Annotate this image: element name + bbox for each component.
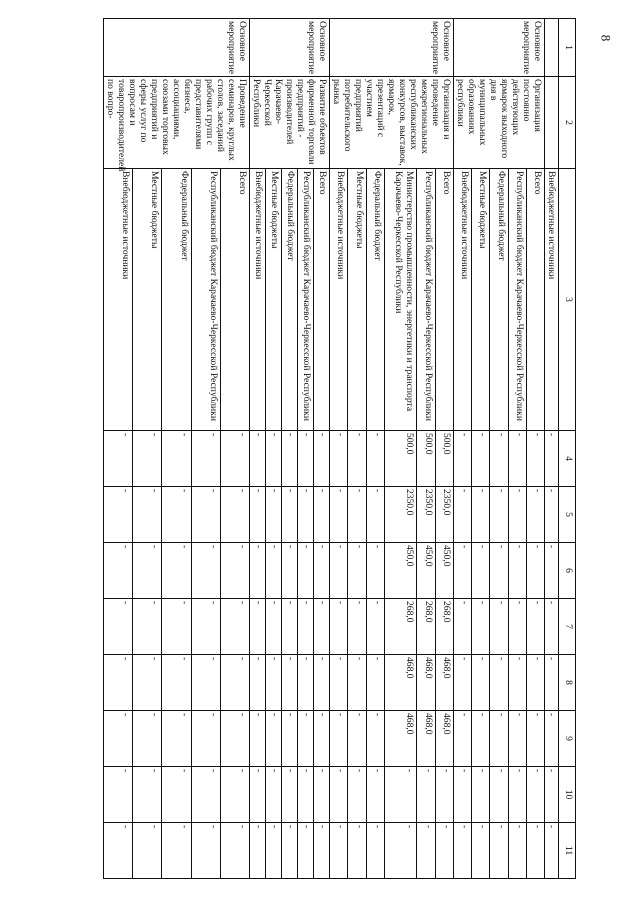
event-type-cell: Основное мероприятие [454,19,545,77]
amount-cell: - [366,431,384,487]
header-cell: 6 [559,543,576,599]
amount-cell: - [508,431,526,487]
amount-cell: - [133,767,162,823]
amount-cell: 468,0 [435,655,453,711]
amount-cell: - [330,655,348,711]
amount-cell: 450,0 [417,543,435,599]
amount-cell: - [162,543,191,599]
amount-cell: - [490,823,508,879]
amount-cell: - [348,711,366,767]
amount-cell: - [454,431,472,487]
funding-source-cell: Местные бюджеты [266,169,282,431]
amount-cell: - [104,823,133,879]
amount-cell: - [490,599,508,655]
amount-cell: - [330,487,348,543]
amount-cell: - [314,431,330,487]
amount-cell: - [266,431,282,487]
amount-cell: - [191,487,220,543]
rotated-table-wrapper [84,18,576,878]
amount-cell: - [220,711,249,767]
funding-source-cell: Внебюджетные источники [330,169,348,431]
amount-cell: - [191,655,220,711]
amount-cell: - [220,823,249,879]
amount-cell: - [545,823,559,879]
amount-cell: - [298,823,314,879]
funding-source-cell: Внебюджетные источники [545,169,559,431]
amount-cell: - [472,823,490,879]
amount-cell: - [298,543,314,599]
amount-cell: - [282,711,298,767]
amount-cell: - [545,711,559,767]
amount-cell: - [133,487,162,543]
amount-cell: - [435,767,453,823]
funding-source-cell: Внебюджетные источники [104,169,133,431]
amount-cell: - [220,543,249,599]
amount-cell: 468,0 [384,711,417,767]
amount-cell: - [472,655,490,711]
amount-cell: - [220,767,249,823]
amount-cell: - [104,487,133,543]
amount-cell: - [545,655,559,711]
amount-cell: - [348,431,366,487]
amount-cell: - [220,655,249,711]
amount-cell: - [526,487,544,543]
amount-cell: - [282,431,298,487]
amount-cell: - [191,599,220,655]
amount-cell: - [545,487,559,543]
amount-cell: - [348,543,366,599]
amount-cell: 268,0 [435,599,453,655]
table-header-row [559,19,576,879]
header-cell: 4 [559,431,576,487]
header-cell: 2 [559,77,576,169]
amount-cell: 2350,0 [435,487,453,543]
amount-cell: - [472,599,490,655]
amount-cell: - [384,767,417,823]
amount-cell: - [508,767,526,823]
amount-cell: - [454,599,472,655]
amount-cell: - [330,823,348,879]
amount-cell: - [348,767,366,823]
amount-cell: - [526,711,544,767]
amount-cell: - [104,655,133,711]
amount-cell: - [526,431,544,487]
amount-cell: - [266,767,282,823]
amount-cell: - [191,543,220,599]
header-cell: 11 [559,823,576,879]
amount-cell: - [250,543,266,599]
amount-cell: - [162,655,191,711]
amount-cell: - [366,711,384,767]
amount-cell: - [266,487,282,543]
amount-cell: - [250,767,266,823]
header-cell: 1 [559,19,576,77]
amount-cell: - [162,711,191,767]
amount-cell: - [330,599,348,655]
amount-cell: - [508,487,526,543]
amount-cell: - [282,599,298,655]
header-cell: 10 [559,767,576,823]
amount-cell: - [250,599,266,655]
event-name-cell: Организация постоянно действующих ярмарок выходного дня в муниципальных образованиях республики [454,77,545,169]
amount-cell: - [490,655,508,711]
funding-source-cell: Местные бюджеты [348,169,366,431]
amount-cell: - [298,655,314,711]
amount-cell: 468,0 [417,655,435,711]
amount-cell: - [366,487,384,543]
amount-cell: - [314,487,330,543]
amount-cell: - [526,823,544,879]
page-number: 8 [598,34,614,42]
amount-cell: - [220,487,249,543]
amount-cell: - [490,487,508,543]
amount-cell: - [162,823,191,879]
amount-cell: - [282,655,298,711]
amount-cell: - [366,767,384,823]
amount-cell: 468,0 [384,655,417,711]
amount-cell: - [508,655,526,711]
amount-cell: 500,0 [384,431,417,487]
amount-cell: - [104,767,133,823]
amount-cell: - [330,543,348,599]
amount-cell: - [314,543,330,599]
event-type-cell: Основное мероприятие [330,19,454,77]
amount-cell: - [162,487,191,543]
amount-cell: - [298,599,314,655]
amount-cell: - [384,823,417,879]
amount-cell: - [250,823,266,879]
amount-cell: - [526,599,544,655]
amount-cell: - [348,487,366,543]
funding-source-cell: Всего [314,169,330,431]
amount-cell: - [250,655,266,711]
amount-cell: - [191,431,220,487]
amount-cell: - [298,431,314,487]
amount-cell: - [250,487,266,543]
amount-cell: - [133,431,162,487]
amount-cell: - [472,543,490,599]
table-row [435,19,453,879]
funding-source-cell: Федеральный бюджет [490,169,508,431]
amount-cell: - [526,767,544,823]
funding-source-cell: Федеральный бюджет [282,169,298,431]
amount-cell: - [490,431,508,487]
amount-cell: - [508,711,526,767]
funding-source-cell: Федеральный бюджет [366,169,384,431]
event-name-cell [545,77,559,169]
amount-cell: - [545,767,559,823]
amount-cell: 450,0 [384,543,417,599]
amount-cell: - [330,431,348,487]
amount-cell: - [330,767,348,823]
amount-cell: 468,0 [435,711,453,767]
amount-cell: 2350,0 [417,487,435,543]
amount-cell: - [454,487,472,543]
amount-cell: - [133,543,162,599]
amount-cell: - [454,543,472,599]
amount-cell: 500,0 [435,431,453,487]
amount-cell: - [508,543,526,599]
amount-cell: - [366,543,384,599]
amount-cell: 268,0 [384,599,417,655]
amount-cell: - [104,431,133,487]
table-row [314,19,330,879]
amount-cell: - [266,711,282,767]
funding-source-cell: Республиканский бюджет Карачаево-Черкесской Республики [417,169,435,431]
amount-cell: - [266,543,282,599]
amount-cell: - [250,711,266,767]
amount-cell: - [417,767,435,823]
amount-cell: - [472,431,490,487]
amount-cell: 500,0 [417,431,435,487]
event-name-cell: Развитие объектов фирменной торговли предприятий - производителей Карачаево-Черкесской Республики [250,77,330,169]
amount-cell: - [314,767,330,823]
amount-cell: - [250,431,266,487]
amount-cell: - [454,655,472,711]
table-row [526,19,544,879]
funding-source-cell: Внебюджетные источники [250,169,266,431]
amount-cell: - [298,711,314,767]
amount-cell: - [545,543,559,599]
amount-cell: - [282,487,298,543]
amount-cell: - [348,655,366,711]
amount-cell: - [104,599,133,655]
amount-cell: - [366,599,384,655]
header-cell: 9 [559,711,576,767]
amount-cell: 450,0 [435,543,453,599]
amount-cell: - [133,655,162,711]
amount-cell: - [266,823,282,879]
amount-cell: - [133,599,162,655]
funding-source-cell: Министерство промышленности, энергетики и транспорта Карачаево-Черкесской Республики [384,169,417,431]
table-body [104,19,559,879]
amount-cell: - [472,767,490,823]
event-type-cell: Основное мероприятие [104,19,250,77]
amount-cell: - [191,767,220,823]
amount-cell: - [545,431,559,487]
funding-source-cell: Местные бюджеты [133,169,162,431]
amount-cell: - [435,823,453,879]
amount-cell: - [282,767,298,823]
table-row [220,19,249,879]
amount-cell: - [298,487,314,543]
amount-cell: - [191,711,220,767]
amount-cell: - [104,543,133,599]
amount-cell: - [133,711,162,767]
amount-cell: - [220,599,249,655]
amount-cell: - [162,599,191,655]
header-cell: 3 [559,169,576,431]
funding-source-cell: Всего [435,169,453,431]
funding-source-cell: Республиканский бюджет Карачаево-Черкесской Республики [191,169,220,431]
funding-source-cell: Всего [220,169,249,431]
amount-cell: - [314,599,330,655]
amount-cell: - [490,767,508,823]
funding-source-cell: Внебюджетные источники [454,169,472,431]
amount-cell: - [266,599,282,655]
amount-cell: 268,0 [417,599,435,655]
amount-cell: - [314,823,330,879]
amount-cell: - [191,823,220,879]
amount-cell: - [508,823,526,879]
amount-cell: - [526,655,544,711]
header-cell: 8 [559,655,576,711]
amount-cell: - [330,711,348,767]
amount-cell: - [104,711,133,767]
amount-cell: - [454,767,472,823]
amount-cell: - [366,655,384,711]
amount-cell: 468,0 [417,711,435,767]
amount-cell: - [490,711,508,767]
header-cell: 7 [559,599,576,655]
amount-cell: - [417,823,435,879]
amount-cell: 2350,0 [384,487,417,543]
event-type-cell [545,19,559,77]
amount-cell: - [348,823,366,879]
table-row [545,19,559,879]
funding-source-cell: Всего [526,169,544,431]
amount-cell: - [545,599,559,655]
funding-source-cell: Республиканский бюджет Карачаево-Черкесской Республики [508,169,526,431]
amount-cell: - [472,487,490,543]
amount-cell: - [282,543,298,599]
event-type-cell: Основное мероприятие [250,19,330,77]
amount-cell: - [348,599,366,655]
amount-cell: - [366,823,384,879]
amount-cell: - [220,431,249,487]
funding-source-cell: Местные бюджеты [472,169,490,431]
event-name-cell: Организация и проведение межрегиональных республиканских конкурсов, выставок, ярмарок, презентаций с участием предприятий потребительского рынка [330,77,454,169]
amount-cell: - [472,711,490,767]
amount-cell: - [298,767,314,823]
amount-cell: - [314,655,330,711]
amount-cell: - [266,655,282,711]
amount-cell: - [454,711,472,767]
amount-cell: - [282,823,298,879]
amount-cell: - [314,711,330,767]
header-cell: 5 [559,487,576,543]
funding-source-cell: Республиканский бюджет Карачаево-Черкесской Республики [298,169,314,431]
amount-cell: - [133,823,162,879]
amount-cell: - [162,767,191,823]
budget-table [103,18,576,879]
amount-cell: - [490,543,508,599]
amount-cell: - [526,543,544,599]
amount-cell: - [454,823,472,879]
amount-cell: - [508,599,526,655]
funding-source-cell: Федеральный бюджет [162,169,191,431]
amount-cell: - [162,431,191,487]
event-name-cell: Проведение семинаров, круглых столов, заседаний рабочих групп с представителями бизнеса, ассоциациями, союзами торговых предприятий и сферы услуг по вопросам и товаропроизводителей по вопро- [104,77,250,169]
